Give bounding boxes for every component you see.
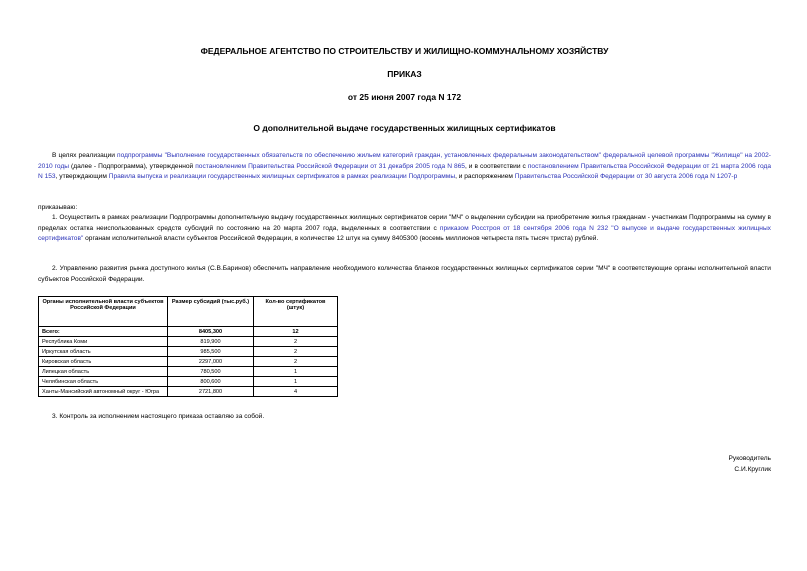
cell-region: Липецкая область: [39, 367, 168, 377]
cell-region: Кировская область: [39, 357, 168, 367]
item-1-paragraph: [38, 213, 771, 245]
cell-subsidy: 819,900: [168, 337, 254, 347]
cell-subsidy: 780,500: [168, 367, 254, 377]
intro-text-3: , и в соответствии с: [464, 162, 528, 170]
item-1-text-1: 1. Осуществить в рамках реализации Подпрограммы дополнительную выдачу государственных жилищных сертификатов серии "МЧ" о выделении субсидии на приобретение жилья гражданам - участникам Подпрограммы на сумму в пределах остатка неиспользованных средств субсидий по состоянию на 20 марта 2007 года, выделенных в соответствии с: [38, 214, 771, 232]
total-count: 12: [254, 327, 338, 337]
intro-text-2: (далее - Подпрограмма), утвержденной: [69, 162, 196, 170]
total-label: Всего:: [39, 327, 168, 337]
cell-count: 1: [254, 367, 338, 377]
doc-type-title: ПРИКАЗ: [387, 69, 422, 79]
intro-text-1: В целях реализации: [52, 152, 118, 159]
table-total-row: [39, 327, 338, 337]
prikazyvayu-text: приказываю:: [38, 204, 78, 211]
cell-subsidy: 2721,800: [168, 387, 254, 397]
intro-text-4: , утверждающим: [55, 173, 109, 180]
intro-paragraph: [38, 151, 771, 183]
signature-position: Руководитель: [728, 455, 771, 462]
table-row: [39, 387, 338, 397]
subsidy-table: [38, 296, 338, 397]
item-1-text-2: органам исполнительной власти субъектов Российской Федерации, в количестве 12 штук на сумму 8405300 (восемь миллионов четыреста пять тысяч триста) рублей.: [83, 235, 599, 242]
item-3-paragraph: [38, 412, 771, 423]
table-row: [39, 347, 338, 357]
link-decree-865[interactable]: постановлением Правительства Российской Федерации от 31 декабря 2005 года N 865: [195, 162, 465, 170]
link-order-1207[interactable]: Правительства Российской Федерации от 30 августа 2006 года N 1207-р: [514, 173, 738, 180]
cell-region: Республика Коми: [39, 337, 168, 347]
cell-count: 1: [254, 377, 338, 387]
cell-subsidy: 985,500: [168, 347, 254, 357]
table-header-row: [39, 297, 338, 327]
cell-region: Челябинская область: [39, 377, 168, 387]
agency-title: ФЕДЕРАЛЬНОЕ АГЕНТСТВО ПО СТРОИТЕЛЬСТВУ И ЖИЛИЩНО-КОММУНАЛЬНОМУ ХОЗЯЙСТВУ: [200, 46, 609, 56]
table-row: [39, 357, 338, 367]
cell-count: 4: [254, 387, 338, 397]
link-decree-153[interactable]: постановлением Правительства Российской Федерации от 21 марта 2006 года N 153: [38, 162, 771, 180]
subject-title: О дополнительной выдаче государственных жилищных сертификатов: [253, 123, 556, 133]
cell-count: 2: [254, 337, 338, 347]
cell-subsidy: 800,600: [168, 377, 254, 387]
item-2-text: 2. Управлению развития рынка доступного жилья (С.В.Баринов) обеспечить направление необходимого количества бланков государственных жилищных сертификатов серии "МЧ" в соответствующие органы исполнительной власти субъектов Российской Федерации.: [38, 265, 771, 283]
table-row: [39, 367, 338, 377]
table-row: [39, 377, 338, 387]
cell-subsidy: 2297,000: [168, 357, 254, 367]
header-subsidy: Размер субсидий (тыс.руб.): [168, 297, 254, 327]
prikazyvayu-line: [38, 203, 771, 214]
signature-name: С.И.Круглик: [734, 466, 771, 473]
link-rules[interactable]: Правила выпуска и реализации государственных жилищных сертификатов в рамках реализации Подпрограммы: [108, 173, 456, 180]
intro-text-5: , и распоряжением: [455, 173, 515, 180]
date-number-title: от 25 июня 2007 года N 172: [347, 92, 462, 102]
item-2-paragraph: [38, 264, 771, 285]
table-row: [39, 337, 338, 347]
total-subsidy: 8405,300: [168, 327, 254, 337]
header-organs: Органы исполнительной власти субъектов Российской Федерации: [39, 297, 168, 327]
cell-count: 2: [254, 357, 338, 367]
item-3-text: 3. Контроль за исполнением настоящего приказа оставляю за собой.: [52, 413, 265, 420]
link-rosstroy-232[interactable]: приказом Росстроя от 18 сентября 2006 года N 232 "О выпуске и выдаче государственных жилищных сертификатов": [38, 224, 771, 242]
cell-region: Иркутская область: [39, 347, 168, 357]
cell-count: 2: [254, 347, 338, 357]
header-count: Кол-во сертификатов (штук): [254, 297, 338, 327]
link-subprogram[interactable]: подпрограммы "Выполнение государственных обязательств по обеспечению жильем категорий граждан, установленных федеральным законодательством" федеральной целевой программы "Жилище" на 2002-2010 годы: [38, 152, 771, 170]
cell-region: Ханты-Мансийский автономный округ - Югра: [39, 387, 168, 397]
